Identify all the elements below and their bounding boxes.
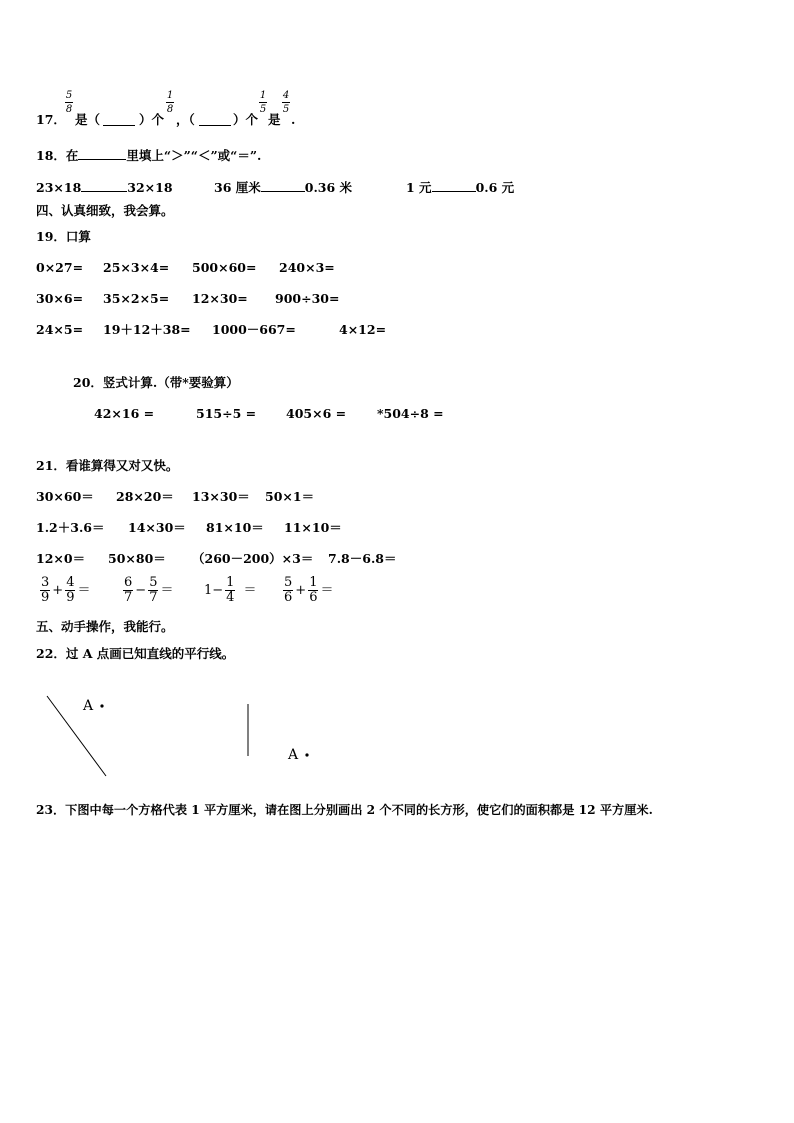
fraction-numerator: 1 [226,575,235,590]
operator: + [295,583,307,598]
operator: + [52,583,64,598]
point-a-dot-2 [305,753,308,756]
section-5-heading: 五、动手操作，我能行。 [36,619,174,634]
q19-item: 500×60= [192,260,257,275]
section-4-heading: 四、认真细致，我会算。 [36,203,174,218]
q18-left-1: 23×18 [36,180,82,195]
q21-item: 30×60＝ [36,489,94,504]
q21-item: 11×10＝ [284,520,342,535]
q21-item: 28×20＝ [116,489,174,504]
q21-item: 13×30＝ [192,489,250,504]
equals: ＝ [160,583,174,598]
q19-item: 900÷30= [275,291,340,306]
q19-item: 24×5= [36,322,84,337]
fraction-denominator: 9 [41,590,50,605]
q19-item: 30×6= [36,291,84,306]
q20-item: 405×6 = [286,406,347,421]
q19-item: 12×30= [192,291,248,306]
fraction-numerator: 1 [309,575,318,590]
point-a-label-2: A [288,747,299,763]
q18-left-2: 36 厘米 [214,180,261,195]
operator: − [135,583,147,598]
q17-text-3: ，（ [176,112,195,127]
q21-item: 50×1＝ [265,489,315,504]
equals: ＝ [243,583,257,598]
q19-item: 19＋12＋38= [103,322,191,337]
fraction-numerator: 5 [149,575,158,590]
q18-prompt-start: 18．在 [36,148,79,163]
q17-text-5: 是 [268,112,281,127]
fraction-denominator: 7 [149,590,158,605]
q17-text-1: 是（ [75,112,101,127]
q21-item: 1.2＋3.6＝ [36,520,105,535]
q22-title: 22．过 A 点画已知直线的平行线。 [36,646,235,661]
point-a-dot-1 [100,704,103,707]
q21-item: （260－200）×3＝ [192,551,314,566]
fraction-denominator: 5 [259,104,267,115]
q18-prompt-end: 里填上“＞”“＜”或“＝”. [126,148,262,163]
q20-item: 515÷5 = [196,406,257,421]
fraction-denominator: 5 [282,104,290,115]
q21-item: 7.8－6.8＝ [328,551,397,566]
q19-item: 35×2×5= [103,291,170,306]
q20-item: *504÷8 = [377,406,444,421]
q21-item: 81×10＝ [206,520,264,535]
q18-right-1: 32×18 [127,180,173,195]
q19-item: 4×12= [339,322,387,337]
fraction-numerator: 5 [65,90,73,101]
q18-left-3: 1 元 [406,180,432,195]
q17-number: 17． [36,112,66,127]
given-diagonal-line [47,696,106,776]
q19-item: 25×3×4= [103,260,170,275]
fraction-numerator: 6 [124,575,133,590]
fraction-denominator: 6 [309,590,318,605]
equals: ＝ [320,583,334,598]
q19-item: 1000－667= [212,322,296,337]
q21-item: 50×80＝ [108,551,166,566]
q17-text-6: . [291,112,296,127]
q21-item: 12×0＝ [36,551,86,566]
fraction-numerator: 4 [66,575,75,590]
q23-title: 23．下图中每一个方格代表 1 平方厘米，请在图上分别画出 2 个不同的长方形，使它们的面积都是 12 平方厘米. [36,803,653,817]
fraction-denominator: 8 [166,104,174,115]
q18-right-2: 0.36 米 [304,180,353,195]
fraction-numerator: 4 [282,90,290,101]
fraction-numerator: 5 [284,575,293,590]
whole-minus: 1− [204,583,224,598]
q17-text-4: ）个 [233,112,259,127]
fraction-numerator: 1 [166,90,174,101]
fraction-numerator: 3 [41,575,50,590]
equals: ＝ [77,583,91,598]
q21-title: 21．看谁算得又对又快。 [36,458,179,473]
q19-item: 0×27= [36,260,84,275]
point-a-label-1: A [83,698,94,714]
q21-item: 14×30＝ [128,520,186,535]
q18-right-3: 0.6 元 [475,180,515,195]
q19-item: 240×3= [279,260,335,275]
fraction-numerator: 1 [259,90,267,101]
q17-text-2: ）个 [139,112,165,127]
q19-title: 19．口算 [36,229,91,244]
fraction-denominator: 6 [284,590,293,605]
fraction-denominator: 9 [66,590,75,605]
q20-title: 20．竖式计算.（带*要验算） [73,375,239,390]
q20-item: 42×16 = [94,406,155,421]
fraction-denominator: 8 [65,104,73,115]
fraction-denominator: 4 [226,590,235,605]
fraction-denominator: 7 [124,590,133,605]
